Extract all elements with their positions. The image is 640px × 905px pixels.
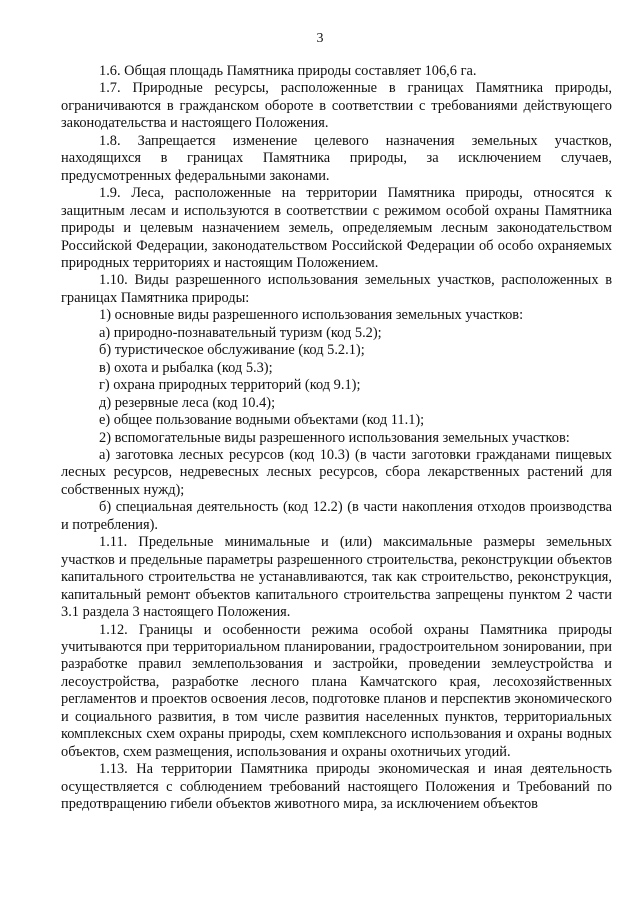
paragraph-1-8: 1.8. Запрещается изменение целевого назначения земельных участков, находящихся в границах Памятника природы, за исключением случаев, предусмотренных федеральными законами. [61, 132, 612, 184]
list-item: в) охота и рыбалка (код 5.3); [99, 359, 273, 376]
paragraph-1-7: 1.7. Природные ресурсы, расположенные в границах Памятника природы, ограничиваются в гражданском обороте в соответствии с требованиями действующего законодательства и настоящего Положения. [61, 80, 612, 132]
paragraph-1-11: 1.11. Предельные минимальные и (или) максимальные размеры земельных участков и предельные параметры разрешенного строительства, реконструкции объектов капитального строительства не устанавливаются, так как строительство, реконструкция, капитальный ремонт объектов капитального строительства запрещены пунктом 2 части 3.1 раздела 3 настоящего Положения. [61, 534, 612, 621]
list-heading-auxiliary-uses: 2) вспомогательные виды разрешенного использования земельных участков: [99, 429, 570, 446]
list-item: г) охрана природных территорий (код 9.1); [99, 377, 361, 394]
paragraph-1-6: 1.6. Общая площадь Памятника природы составляет 106,6 га. [99, 63, 477, 79]
paragraph-1-13: 1.13. На территории Памятника природы экономическая и иная деятельность осуществляется с соблюдением требований настоящего Положения и Требований по предотвращению гибели объектов животного мира, за исключением объектов [61, 761, 612, 813]
list-item: е) общее пользование водными объектами (код 11.1); [99, 412, 425, 429]
list-item: а) заготовка лесных ресурсов (код 10.3) (в части заготовки гражданами пищевых лесных ресурсов, недревесных лесных ресурсов, сбора лекарственных растений для собственных нужд); [61, 446, 612, 498]
list-item: б) туристическое обслуживание (код 5.2.1); [99, 342, 365, 359]
paragraph-1-10: 1.10. Виды разрешенного использования земельных участков, расположенных в границах Памятника природы: [61, 272, 612, 306]
list-heading-main-uses: 1) основные виды разрешенного использования земельных участков: [99, 307, 524, 324]
paragraph-1-12: 1.12. Границы и особенности режима особой охраны Памятника природы учитываются при территориальном планировании, градостроительном зонировании, при разработке правил землепользования и застройки, проведении землеустройства и лесоустройства, разработке лесного плана Камчатского края, лесохозяйственных регламентов и проектов освоения лесов, подготовке планов и перспектив экономического и социального развития, в том числе развития населенных пунктов, территориальных комплексных схем охраны природы, схем комплексного использования и охраны водных объектов, схем размещения, использования и охраны охотничьих угодий. [61, 621, 612, 760]
page-number: 3 [316, 31, 324, 46]
document-body [61, 63, 612, 813]
list-item: б) специальная деятельность (код 12.2) (в части накопления отходов производства и потребления). [61, 499, 612, 533]
list-item: а) природно-познавательный туризм (код 5.2); [99, 324, 382, 341]
paragraph-1-9: 1.9. Леса, расположенные на территории Памятника природы, относятся к защитным лесам и используются в соответствии с режимом особой охраны Памятника природы и целевым назначением земель, определяемым лесным законодательством Российской Федерации, законодательством Российской Федерации об особо охраняемых природных территориях и настоящим Положением. [61, 185, 612, 271]
list-item: д) резервные леса (код 10.4); [99, 394, 276, 411]
